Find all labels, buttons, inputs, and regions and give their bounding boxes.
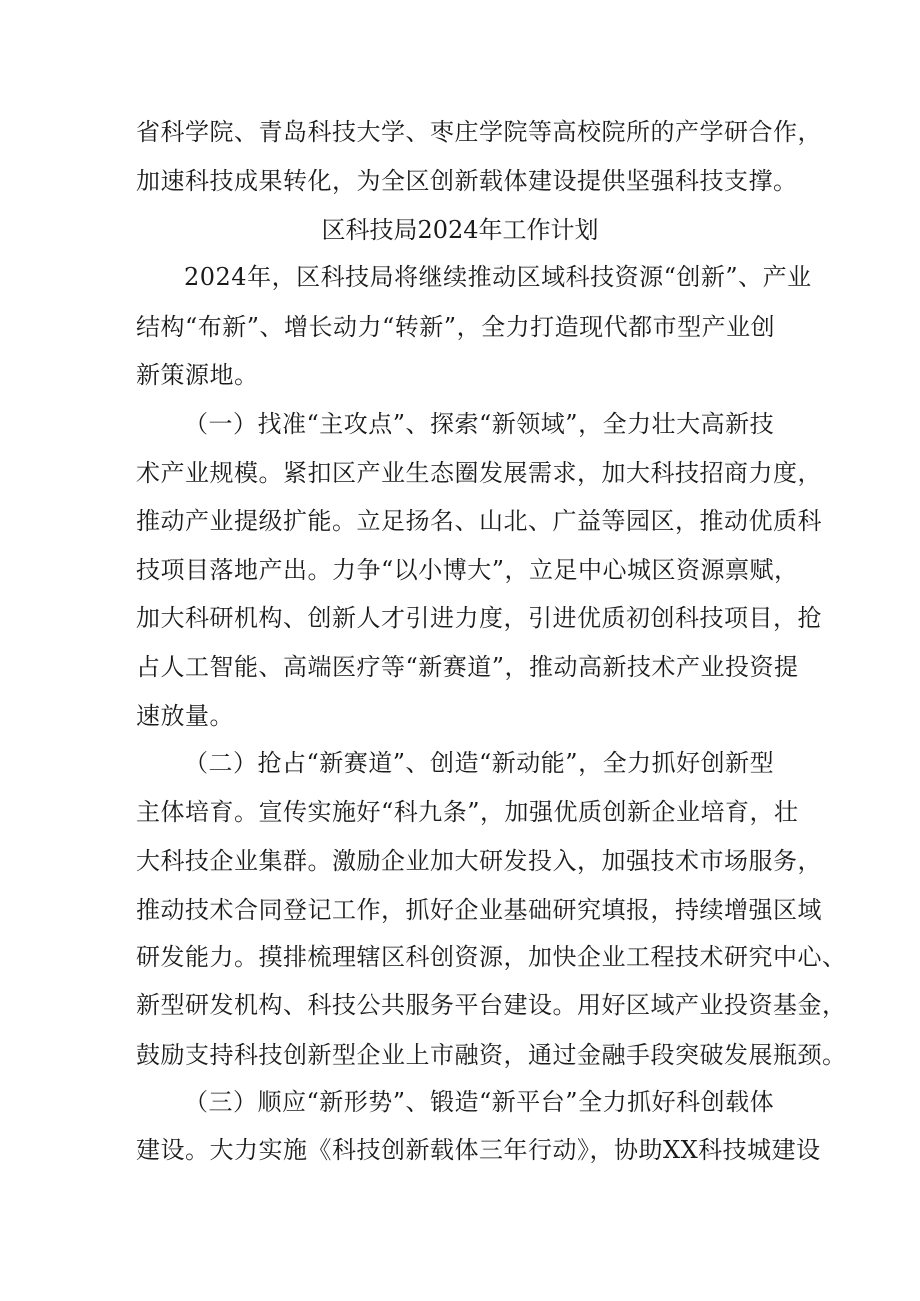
text-line: 大科技企业集群。激励企业加大研发投入，加强技术市场服务， bbox=[136, 847, 822, 875]
paragraph-first-line: 2024年，区科技局将继续推动区域科技资源“创新”、产业 bbox=[184, 263, 812, 291]
paragraph-first-line: （一）找准“主攻点”、探索“新领域”，全力壮大高新技 bbox=[184, 410, 775, 438]
text-line: 速放量。 bbox=[136, 702, 234, 730]
text-line: 加速科技成果转化，为全区创新载体建设提供坚强科技支撑。 bbox=[136, 167, 798, 195]
text-line: 新型研发机构、科技公共服务平台建设。用好区域产业投资基金， bbox=[136, 991, 847, 1019]
text-line: 建设。大力实施《科技创新载体三年行动》，协助XX科技城建设 bbox=[136, 1136, 821, 1164]
text-line: 结构“布新”、增长动力“转新”，全力打造现代都市型产业创 bbox=[136, 313, 776, 341]
text-line: 术产业规模。紧扣区产业生态圈发展需求，加大科技招商力度， bbox=[136, 459, 822, 487]
text-line: 技项目落地产出。力争“以小博大”，立足中心城区资源禀赋， bbox=[136, 556, 799, 584]
text-line: 占人工智能、高端医疗等“新赛道”，推动高新技术产业投资提 bbox=[136, 653, 799, 681]
paragraph-first-line: （二）抢占“新赛道”、创造“新动能”，全力抓好创新型 bbox=[184, 749, 775, 777]
text-line: 新策源地。 bbox=[136, 361, 259, 389]
section-title: 区科技局2024年工作计划 bbox=[321, 216, 599, 244]
text-line: 推动技术合同登记工作，抓好企业基础研究填报，持续增强区域 bbox=[136, 896, 822, 924]
paragraph-first-line: （三）顺应“新形势”、锻造“新平台”全力抓好科创载体 bbox=[184, 1088, 775, 1116]
text-line: 省科学院、青岛科技大学、枣庄学院等高校院所的产学研合作， bbox=[136, 118, 822, 146]
text-line: 加大科研机构、创新人才引进力度，引进优质初创科技项目，抢 bbox=[136, 604, 822, 632]
text-line: 研发能力。摸排梳理辖区科创资源，加快企业工程技术研究中心、 bbox=[136, 943, 847, 971]
text-line: 主体培育。宣传实施好“科九条”，加强优质创新企业培育，壮 bbox=[136, 798, 799, 826]
text-line: 鼓励支持科技创新型企业上市融资，通过金融手段突破发展瓶颈。 bbox=[136, 1041, 847, 1069]
text-line: 推动产业提级扩能。立足扬名、山北、广益等园区，推动优质科 bbox=[136, 507, 822, 535]
